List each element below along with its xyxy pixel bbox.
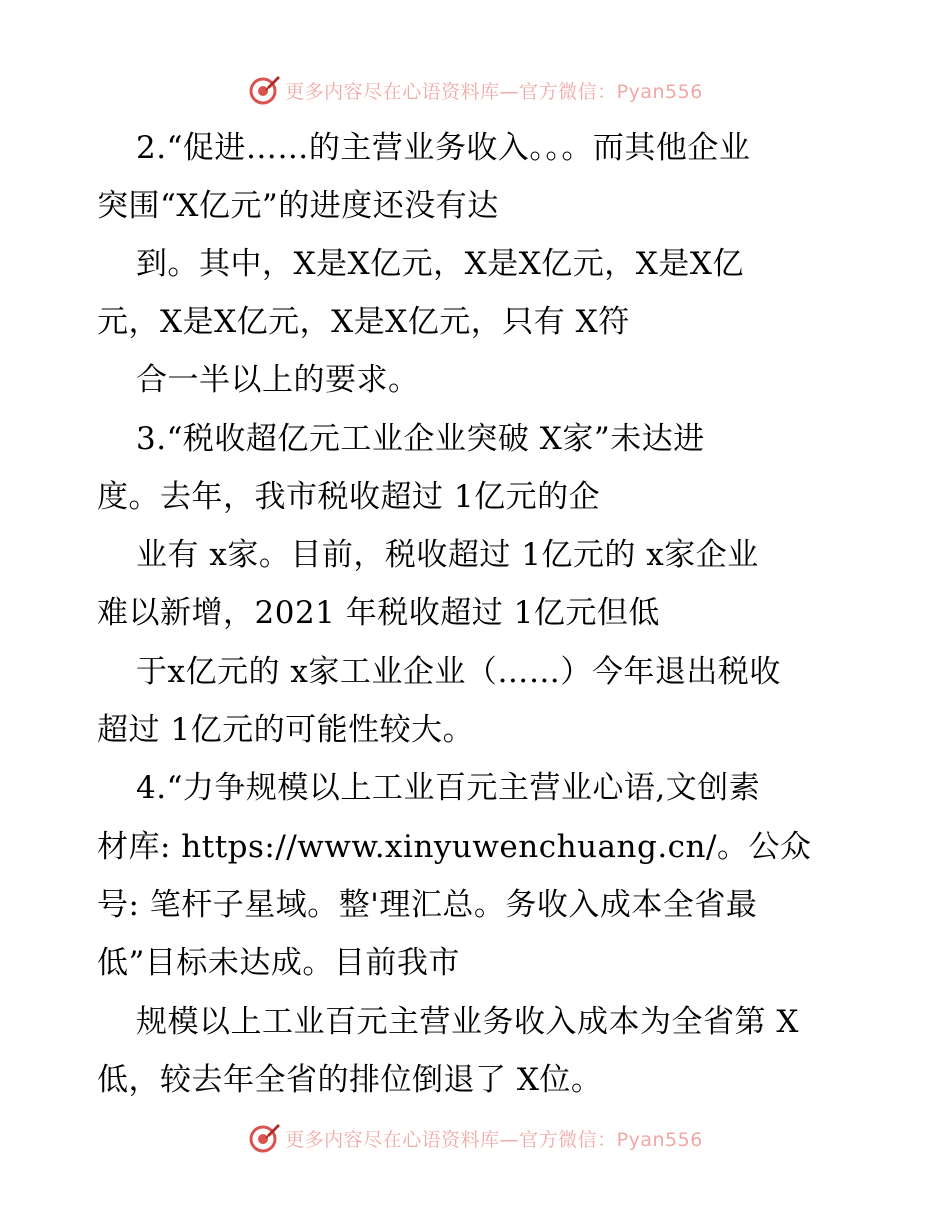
text-line: 元，X是X亿元，X是X亿元，只有 X符: [97, 304, 630, 340]
footer-banner: [247, 1121, 703, 1155]
text-line: 到。其中，X是X亿元，X是X亿元，X是X亿: [136, 246, 744, 282]
brush-logo-icon: [247, 73, 281, 107]
text-line: 度。去年，我市税收超过 1亿元的企: [97, 479, 601, 515]
text-line: 业有 x家。目前，税收超过 1亿元的 x家企业: [136, 537, 759, 573]
text-line: 难以新增，2021 年税收超过 1亿元但低: [97, 595, 660, 631]
page-footer: [0, 1118, 950, 1158]
text-line: 超过 1亿元的可能性较大。: [97, 712, 475, 748]
text-line: 号: 笔杆子星域。整'理汇总。务收入成本全省最: [97, 887, 758, 923]
brush-logo-icon: [247, 1121, 281, 1155]
text-line: 低”目标未达成。目前我市: [97, 945, 460, 981]
text-line: 规模以上工业百元主营业务收入成本为全省第 X: [136, 1004, 799, 1040]
text-line: 3.“税收超亿元工业企业突破 X家”未达进: [136, 421, 705, 457]
text-line: 材库: https://www.xinyuwenchuang.cn/。公众: [97, 829, 812, 865]
footer-banner-text: 更多内容尽在心语资料库—官方微信：Pyan556: [285, 1128, 703, 1151]
text-line: 突围“X亿元”的进度还没有达: [97, 188, 499, 224]
header-banner: [247, 73, 703, 107]
page-header: [0, 70, 950, 110]
text-line: 低，较去年全省的排位倒退了 X位。: [97, 1062, 603, 1098]
text-line: 2.“促进……的主营业务收入。。。而其他企业: [136, 130, 751, 166]
text-line: 4.“力争规模以上工业百元主营业心语,文创素: [136, 770, 761, 806]
header-banner-text: 更多内容尽在心语资料库—官方微信：Pyan556: [285, 80, 703, 103]
text-line: 于x亿元的 x家工业企业（……）今年退出税收: [136, 654, 781, 690]
text-line: 合一半以上的要求。: [136, 362, 420, 398]
